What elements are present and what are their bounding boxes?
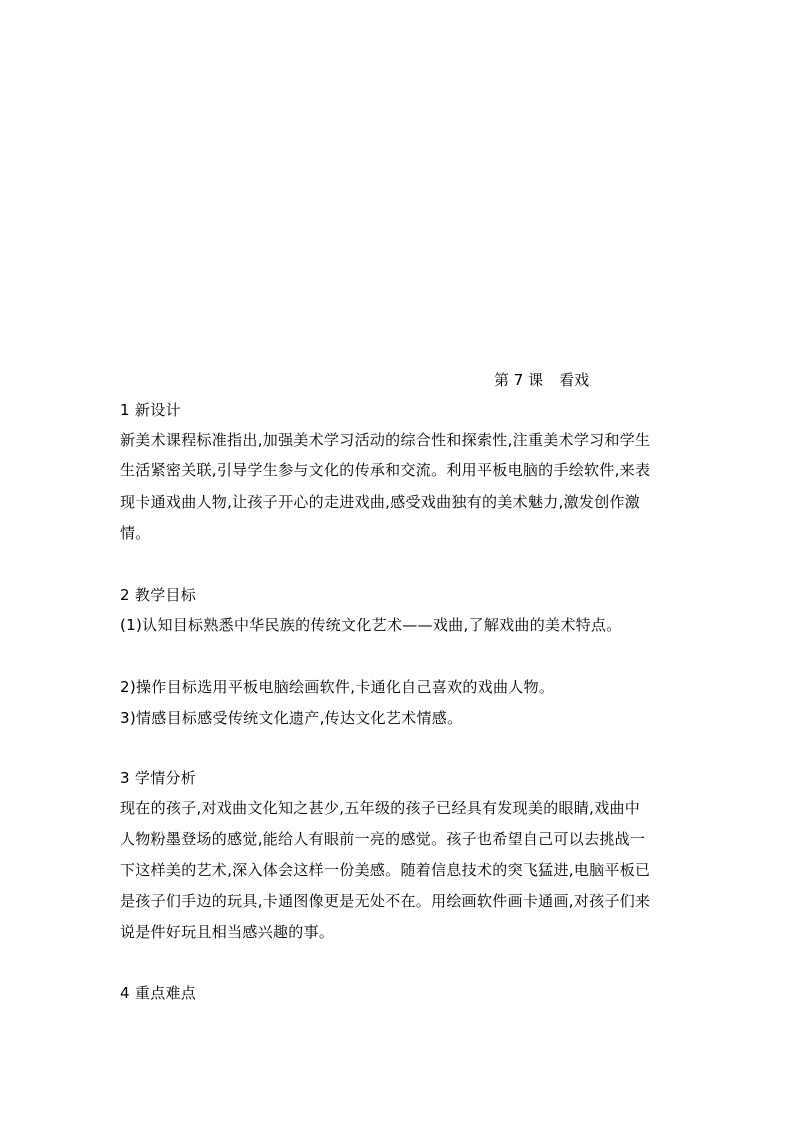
paragraph-line: 新美术课程标准指出,加强美术学习活动的综合性和探索性,注重美术学习和学生 (120, 431, 651, 449)
section-heading-analysis: 3 学情分析 (120, 769, 197, 787)
paragraph-line: 人物粉墨登场的感觉,能给人有眼前一亮的感觉。孩子也希望自己可以去挑战一 (120, 830, 646, 848)
goal-item-emotion: 3)情感目标感受传统文化遗产,传达文化艺术情感。 (120, 709, 463, 727)
lesson-title (494, 370, 589, 390)
lesson-number: 第 7 课 (494, 371, 544, 389)
goal-item-operation: 2)操作目标选用平板电脑绘画软件,卡通化自己喜欢的戏曲人物。 (120, 678, 555, 696)
section-heading-goals: 2 教学目标 (120, 586, 197, 604)
paragraph-line: 生活紧密关联,引导学生参与文化的传承和交流。利用平板电脑的手绘软件,来表 (120, 461, 651, 479)
paragraph-line: 情。 (120, 524, 151, 542)
paragraph-line: 现在的孩子,对戏曲文化知之甚少,五年级的孩子已经具有发现美的眼睛,戏曲中 (120, 799, 641, 817)
paragraph-line: 现卡通戏曲人物,让孩子开心的走进戏曲,感受戏曲独有的美术魅力,激发创作激 (120, 493, 641, 511)
section-heading-design: 1 新设计 (120, 401, 181, 419)
goal-item-cognitive: (1)认知目标熟悉中华民族的传统文化艺术——戏曲,了解戏曲的美术特点。 (120, 616, 622, 634)
paragraph-line: 说是件好玩且相当感兴趣的事。 (120, 923, 335, 941)
paragraph-line: 是孩子们手边的玩具,卡通图像更是无处不在。用绘画软件画卡通画,对孩子们来 (120, 892, 651, 910)
paragraph-line: 下这样美的艺术,深入体会这样一份美感。随着信息技术的突飞猛进,电脑平板已 (120, 861, 651, 879)
section-heading-key-points: 4 重点难点 (120, 984, 197, 1002)
lesson-name: 看戏 (559, 371, 590, 389)
